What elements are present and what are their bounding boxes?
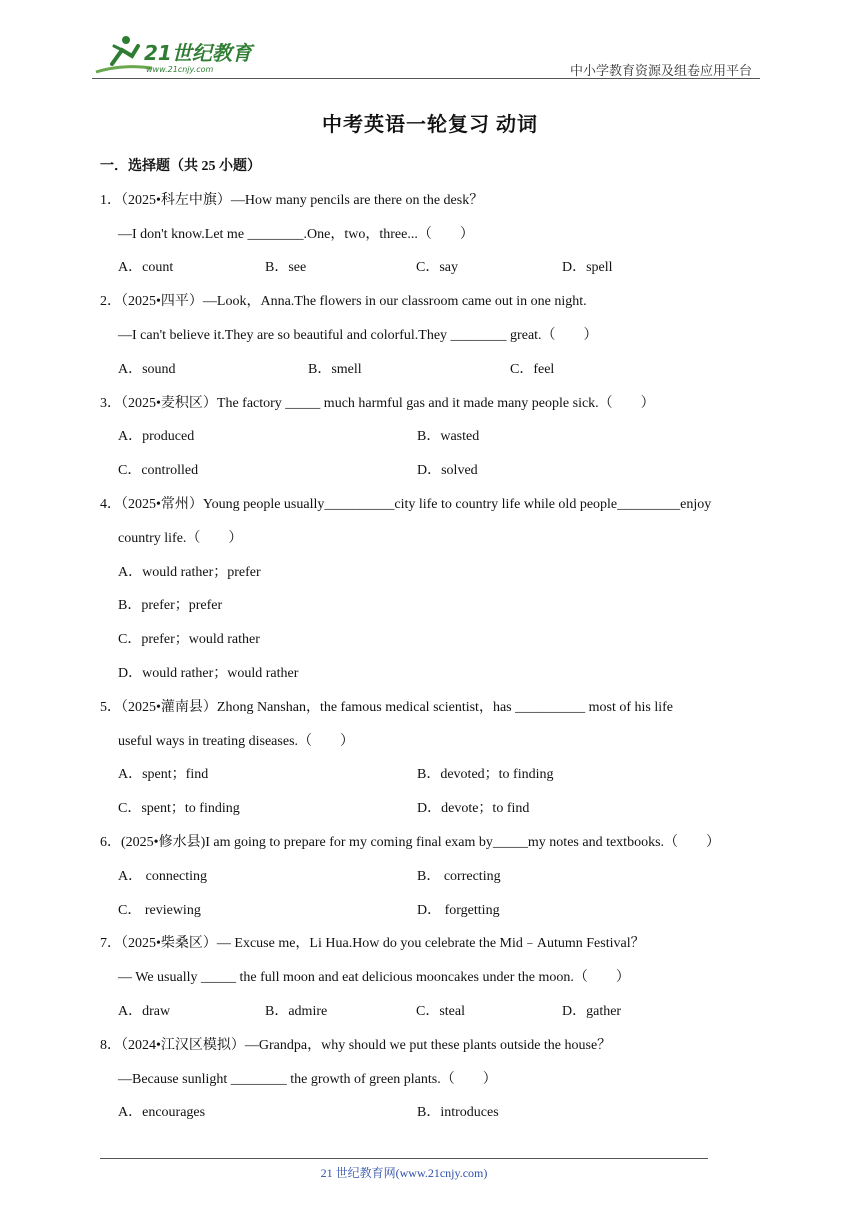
question-7-option-c[interactable]: C．steal bbox=[416, 1003, 465, 1019]
footer-divider bbox=[100, 1158, 708, 1159]
question-8-option-a[interactable]: A．encourages bbox=[118, 1105, 206, 1121]
question-7-options bbox=[118, 995, 764, 1029]
question-1-option-d[interactable]: D．spell bbox=[562, 260, 613, 276]
question-4-stem: 4．（2025•常州）Young people usually__________city life to country life while old people_________enjoy bbox=[100, 496, 712, 512]
question-3-stem: 3．（2025•麦积区）The factory _____ much harmful gas and it made many people sick.（ ） bbox=[100, 395, 655, 411]
question-5-options-row-1 bbox=[118, 758, 764, 792]
question-3-options-row-1 bbox=[118, 420, 764, 454]
section-heading: 一．选择题（共 25 小题） bbox=[100, 159, 261, 174]
question-6-options-row-2 bbox=[118, 894, 764, 928]
question-3-option-d[interactable]: D．solved bbox=[417, 463, 478, 479]
question-8-option-b[interactable]: B．introduces bbox=[417, 1105, 499, 1121]
question-7-stem-2: — We usually _____ the full moon and eat delicious mooncakes under the moon.（ ） bbox=[118, 970, 630, 986]
question-6-stem: 6．(2025•修水县)I am going to prepare for my coming final exam by_____my notes and textbooks.（ ） bbox=[100, 834, 721, 850]
question-3-options-row-2 bbox=[118, 454, 764, 488]
header-divider bbox=[92, 78, 760, 79]
question-6-options-row-1 bbox=[118, 860, 764, 894]
question-5-option-d[interactable]: D．devote；to find bbox=[417, 801, 530, 817]
question-1-option-c[interactable]: C．say bbox=[416, 260, 458, 276]
question-7-option-b[interactable]: B．admire bbox=[265, 1003, 328, 1019]
question-6-option-c[interactable]: C． reviewing bbox=[118, 902, 201, 918]
question-2-stem-2: —I can't believe it.They are so beautiful and colorful.They ________ great.（ ） bbox=[118, 327, 598, 343]
question-7-stem: 7．（2025•柴桑区）— Excuse me，Li Hua.How do you celebrate the Mid﹣Autumn Festival？ bbox=[100, 936, 645, 952]
question-3-option-b[interactable]: B．wasted bbox=[417, 429, 480, 445]
question-5-option-a[interactable]: A．spent；find bbox=[118, 767, 209, 783]
question-7-option-a[interactable]: A．draw bbox=[118, 1003, 171, 1019]
question-5-stem: 5．（2025•灌南县）Zhong Nanshan，the famous medical scientist，has __________ most of his life bbox=[100, 699, 673, 715]
question-1-options bbox=[118, 251, 764, 285]
question-1-stem-2: —I don't know.Let me ________.One，two，three...（ ） bbox=[118, 226, 474, 242]
question-4-option-a[interactable]: A．would rather；prefer bbox=[118, 564, 261, 580]
question-7-option-d[interactable]: D．gather bbox=[562, 1003, 622, 1019]
question-6-option-b[interactable]: B． correcting bbox=[417, 868, 501, 884]
question-8-stem-2: —Because sunlight ________ the growth of green plants.（ ） bbox=[118, 1071, 497, 1087]
question-4-stem-2: country life.（ ） bbox=[118, 530, 243, 546]
question-5-stem-2: useful ways in treating diseases.（ ） bbox=[118, 733, 355, 749]
question-6-option-d[interactable]: D． forgetting bbox=[417, 902, 500, 918]
question-6-option-a[interactable]: A． connecting bbox=[118, 868, 208, 884]
question-5-option-b[interactable]: B．devoted；to finding bbox=[417, 767, 554, 783]
logo-icon bbox=[92, 34, 262, 76]
svg-text:www.21cnjy.com: www.21cnjy.com bbox=[146, 65, 214, 74]
site-name: 中小学教育资源及组卷应用平台 bbox=[569, 63, 752, 78]
page-title: 中考英语一轮复习 动词 bbox=[322, 114, 538, 136]
question-5-options-row-2 bbox=[118, 792, 764, 826]
svg-text:21世纪教育: 21世纪教育 bbox=[144, 41, 252, 65]
question-2-option-c[interactable]: C．feel bbox=[510, 361, 555, 377]
question-4-option-c[interactable]: C．prefer；would rather bbox=[118, 632, 260, 648]
question-list bbox=[100, 150, 764, 1130]
question-4-option-b[interactable]: B．prefer；prefer bbox=[118, 598, 223, 614]
page-footer: 21 世纪教育网(www.21cnjy.com) bbox=[320, 1166, 488, 1180]
question-1-stem: 1．（2025•科左中旗）—How many pencils are there on the desk？ bbox=[100, 192, 484, 208]
page-header bbox=[92, 30, 760, 80]
question-3-option-c[interactable]: C．controlled bbox=[118, 463, 199, 479]
question-2-option-b[interactable]: B．smell bbox=[308, 361, 362, 377]
question-8-options bbox=[118, 1096, 764, 1130]
question-2-stem: 2．（2025•四平）—Look，Anna.The flowers in our classroom came out in one night. bbox=[100, 294, 587, 310]
question-4-option-d[interactable]: D．would rather；would rather bbox=[118, 665, 299, 681]
question-5-option-c[interactable]: C．spent；to finding bbox=[118, 801, 240, 817]
question-2-options bbox=[118, 353, 764, 387]
question-2-option-a[interactable]: A．sound bbox=[118, 361, 176, 377]
question-1-option-a[interactable]: A．count bbox=[118, 260, 174, 276]
question-3-option-a[interactable]: A．produced bbox=[118, 429, 195, 445]
question-8-stem: 8．（2024•江汉区模拟）—Grandpa，why should we put these plants outside the house？ bbox=[100, 1037, 612, 1053]
question-1-option-b[interactable]: B．see bbox=[265, 260, 307, 276]
